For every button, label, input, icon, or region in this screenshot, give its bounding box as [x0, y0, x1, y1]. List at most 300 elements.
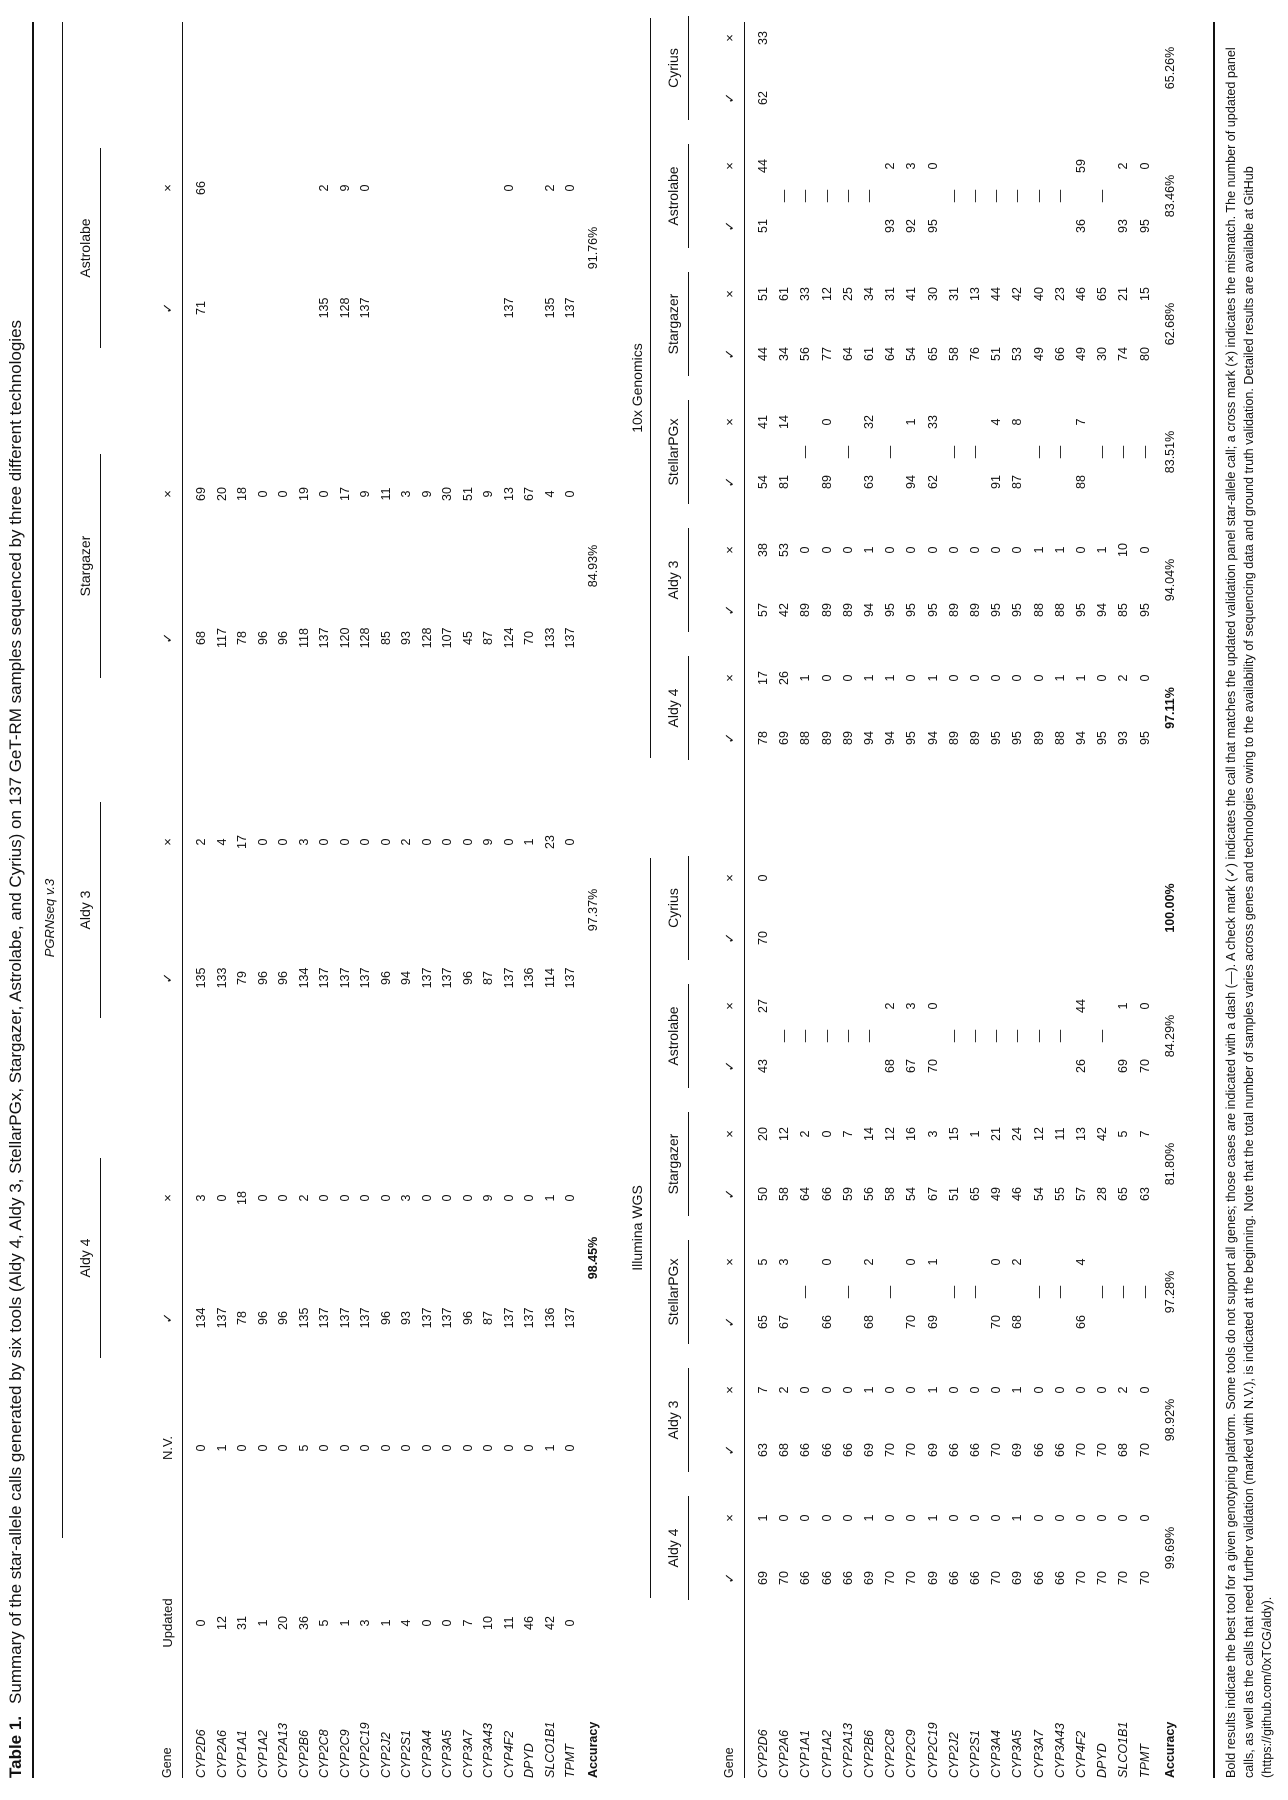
gene-name: CYP2A6 — [214, 1730, 229, 1778]
match-count: 96 — [378, 1311, 393, 1325]
match-count: 87 — [481, 1311, 495, 1325]
match-count: 96 — [276, 631, 290, 645]
unsupported-dash: — — [798, 1029, 813, 1043]
mismatch-count: 0 — [522, 1194, 536, 1202]
mismatch-count: 0 — [904, 1514, 919, 1522]
mismatch-count: 9 — [481, 1194, 495, 1202]
match-count: 43 — [756, 1059, 770, 1073]
match-count: 70 — [1116, 1571, 1131, 1585]
tool-rule — [688, 272, 689, 376]
match-count: 96 — [460, 1311, 475, 1325]
match-count: 85 — [1116, 603, 1131, 617]
match-count: 95 — [925, 603, 940, 617]
match-count: 69 — [1116, 1059, 1131, 1073]
match-count: 70 — [777, 1571, 792, 1585]
gene-name: CYP4F2 — [1074, 1730, 1088, 1778]
match-count: 137 — [317, 967, 331, 989]
check-header: ✓ — [722, 1060, 737, 1072]
match-count: 56 — [798, 347, 813, 361]
match-count: 91 — [989, 475, 1004, 489]
mismatch-count: 0 — [819, 674, 834, 682]
mismatch-count: 0 — [989, 1258, 1004, 1266]
cross-header: × — [722, 1386, 737, 1394]
mismatch-count: 1 — [862, 674, 876, 682]
unsupported-dash: — — [819, 1029, 834, 1043]
unsupported-dash: — — [946, 189, 961, 203]
updated-count: 4 — [399, 1619, 413, 1627]
match-count: 45 — [460, 631, 475, 645]
accuracy-value: 99.69% — [1162, 1526, 1177, 1570]
mismatch-count: 0 — [1074, 546, 1088, 554]
cross-header: × — [722, 34, 737, 42]
platform-label: Illumina WGS — [629, 1185, 645, 1271]
nv-count: 0 — [378, 1444, 393, 1452]
gene-name: CYP3A5 — [440, 1730, 454, 1778]
mismatch-count: 0 — [756, 874, 770, 882]
unsupported-dash: — — [946, 445, 961, 459]
unsupported-dash: — — [1095, 445, 1110, 459]
cross-header: × — [722, 874, 737, 882]
mismatch-count: 0 — [840, 546, 855, 554]
mismatch-count: 12 — [819, 287, 834, 301]
check-header: ✓ — [722, 92, 737, 104]
mismatch-count: 0 — [1137, 1386, 1152, 1394]
match-count: 51 — [989, 347, 1004, 361]
match-count: 137 — [563, 297, 577, 319]
mismatch-count: 3 — [777, 1258, 792, 1266]
mismatch-count: 0 — [1116, 1514, 1131, 1522]
mismatch-count: 0 — [501, 184, 516, 192]
match-count: 137 — [358, 1307, 372, 1329]
match-count: 93 — [399, 631, 413, 645]
check-header: ✓ — [722, 604, 737, 616]
unsupported-dash: — — [840, 1285, 855, 1299]
match-count: 137 — [522, 1307, 536, 1329]
match-count: 57 — [1074, 1187, 1088, 1201]
mismatch-count: 0 — [337, 838, 352, 846]
mismatch-count: 0 — [989, 1514, 1004, 1522]
cross-header: × — [722, 1002, 737, 1010]
mismatch-count: 0 — [883, 1514, 898, 1522]
mismatch-count: 2 — [1116, 1386, 1131, 1394]
updated-count: 1 — [378, 1619, 393, 1627]
match-count: 137 — [563, 627, 577, 649]
match-count: 70 — [522, 631, 536, 645]
match-count: 70 — [989, 1571, 1004, 1585]
gene-name: CYP2J2 — [946, 1732, 961, 1778]
match-count: 66 — [798, 1443, 813, 1457]
mismatch-count: 1 — [756, 1514, 770, 1522]
mismatch-count: 0 — [798, 1514, 813, 1522]
mismatch-count: 0 — [317, 1194, 331, 1202]
match-count: 49 — [1031, 347, 1046, 361]
unsupported-dash: — — [862, 189, 876, 203]
mismatch-count: 0 — [563, 838, 577, 846]
cross-header: × — [160, 838, 175, 846]
match-count: 88 — [1052, 731, 1067, 745]
mismatch-count: 0 — [1031, 1386, 1046, 1394]
gene-name: CYP2C9 — [904, 1729, 919, 1778]
match-count: 69 — [862, 1443, 876, 1457]
match-count: 137 — [214, 1307, 229, 1329]
match-count: 66 — [1052, 1571, 1067, 1585]
unsupported-dash: — — [1031, 445, 1046, 459]
mismatch-count: 66 — [194, 181, 208, 195]
updated-count: 5 — [317, 1619, 331, 1627]
mismatch-count: 0 — [904, 1386, 919, 1394]
gene-name: SLCO1B1 — [1116, 1721, 1131, 1778]
unsupported-dash: — — [777, 1029, 792, 1043]
mismatch-count: 0 — [563, 490, 577, 498]
match-count: 63 — [756, 1443, 770, 1457]
match-count: 134 — [296, 967, 311, 989]
tool-header: Aldy 4 — [77, 1238, 93, 1278]
match-count: 71 — [194, 301, 208, 315]
tool-rule — [100, 148, 101, 348]
unsupported-dash: — — [1095, 189, 1110, 203]
mismatch-count: 4 — [542, 490, 557, 498]
mismatch-count: 3 — [399, 490, 413, 498]
mismatch-count: 2 — [1010, 1258, 1025, 1266]
match-count: 70 — [1137, 1443, 1152, 1457]
mismatch-count: 3 — [296, 838, 311, 846]
mismatch-count: 0 — [1010, 674, 1025, 682]
accuracy-label: Accuracy — [1162, 1721, 1177, 1778]
tool-rule — [688, 16, 689, 120]
mismatch-count: 44 — [989, 287, 1004, 301]
cross-header: × — [160, 184, 175, 192]
gene-name: CYP2A6 — [777, 1730, 792, 1778]
mismatch-count: 9 — [337, 184, 352, 192]
match-count: 79 — [235, 971, 249, 985]
updated-count: 0 — [563, 1619, 577, 1627]
gene-name: CYP3A4 — [989, 1730, 1004, 1778]
mismatch-count: 0 — [563, 1194, 577, 1202]
check-header: ✓ — [722, 1572, 737, 1584]
cross-header: × — [722, 1514, 737, 1522]
match-count: 92 — [904, 219, 919, 233]
match-count: 62 — [925, 475, 940, 489]
mismatch-count: 0 — [317, 838, 331, 846]
match-count: 51 — [946, 1187, 961, 1201]
mismatch-count: 5 — [1116, 1130, 1131, 1138]
mismatch-count: 1 — [1031, 546, 1046, 554]
nv-count: 0 — [522, 1444, 536, 1452]
mismatch-count: 17 — [235, 835, 249, 849]
mismatch-count: 17 — [337, 487, 352, 501]
gene-name: CYP1A2 — [819, 1730, 834, 1778]
mismatch-count: 0 — [317, 490, 331, 498]
match-count: 65 — [756, 1315, 770, 1329]
mismatch-count: 0 — [378, 1194, 393, 1202]
gene-name: CYP2C8 — [317, 1729, 331, 1778]
mismatch-count: 1 — [925, 1514, 940, 1522]
match-count: 89 — [1031, 731, 1046, 745]
mismatch-count: 0 — [904, 674, 919, 682]
mismatch-count: 2 — [296, 1194, 311, 1202]
mismatch-count: 34 — [862, 287, 876, 301]
match-count: 64 — [798, 1187, 813, 1201]
match-count: 124 — [501, 627, 516, 649]
match-count: 118 — [296, 628, 311, 648]
match-count: 93 — [1116, 219, 1131, 233]
match-count: 95 — [1010, 603, 1025, 617]
unsupported-dash: — — [946, 1029, 961, 1043]
updated-count: 12 — [214, 1616, 229, 1630]
match-count: 74 — [1116, 347, 1131, 361]
mismatch-count: 44 — [756, 159, 770, 173]
top-rule — [32, 22, 34, 1778]
tool-rule — [100, 802, 101, 1018]
mismatch-count: 0 — [1074, 1386, 1088, 1394]
match-count: 93 — [399, 1311, 413, 1325]
mismatch-count: 3 — [399, 1194, 413, 1202]
mismatch-count: 53 — [777, 543, 792, 557]
mismatch-count: 9 — [481, 838, 495, 846]
mismatch-count: 42 — [1010, 287, 1025, 301]
nv-count: 1 — [542, 1444, 557, 1452]
mismatch-count: 1 — [862, 1514, 876, 1522]
wgs-10x-table — [628, 22, 1206, 1778]
match-count: 58 — [883, 1187, 898, 1201]
match-count: 96 — [276, 971, 290, 985]
check-header: ✓ — [722, 732, 737, 744]
match-count: 96 — [378, 971, 393, 985]
mismatch-count: 2 — [883, 162, 898, 170]
mismatch-count: 23 — [542, 835, 557, 849]
match-count: 49 — [1074, 347, 1088, 361]
gene-name: CYP2C9 — [337, 1729, 352, 1778]
mismatch-count: 0 — [989, 674, 1004, 682]
match-count: 135 — [194, 967, 208, 989]
mismatch-count: 0 — [419, 1194, 434, 1202]
unsupported-dash: — — [819, 189, 834, 203]
mismatch-count: 13 — [501, 487, 516, 501]
mismatch-count: 18 — [235, 487, 249, 501]
gene-name: CYP2J2 — [378, 1732, 393, 1778]
tool-rule — [688, 528, 689, 632]
match-count: 69 — [756, 1571, 770, 1585]
gene-name: TPMT — [563, 1743, 577, 1778]
mismatch-count: 1 — [1052, 674, 1067, 682]
accuracy-value: 84.93% — [585, 544, 600, 588]
match-count: 117 — [214, 628, 229, 648]
accuracy-value: 97.28% — [1162, 1270, 1177, 1314]
mismatch-count: 0 — [883, 1386, 898, 1394]
match-count: 53 — [1010, 347, 1025, 361]
mismatch-count: 0 — [946, 1514, 961, 1522]
match-count: 87 — [481, 971, 495, 985]
table-caption — [6, 38, 26, 1778]
mismatch-count: 0 — [1031, 674, 1046, 682]
mismatch-count: 1 — [925, 1386, 940, 1394]
check-header: ✓ — [722, 1444, 737, 1456]
mismatch-count: 1 — [925, 1258, 940, 1266]
gene-name: CYP2D6 — [194, 1729, 208, 1778]
mismatch-count: 0 — [819, 546, 834, 554]
nv-count: 0 — [501, 1444, 516, 1452]
mismatch-count: 2 — [862, 1258, 876, 1266]
mismatch-count: 3 — [194, 1194, 208, 1202]
match-count: 128 — [358, 627, 372, 649]
mismatch-count: 12 — [777, 1127, 792, 1141]
check-header: ✓ — [160, 1312, 175, 1324]
match-count: 95 — [1095, 731, 1110, 745]
match-count: 66 — [819, 1571, 834, 1585]
match-count: 137 — [337, 967, 352, 989]
mismatch-count: 7 — [840, 1130, 855, 1138]
tool-rule — [688, 1496, 689, 1600]
match-count: 70 — [904, 1315, 919, 1329]
mismatch-count: 0 — [925, 546, 940, 554]
match-count: 54 — [1031, 1187, 1046, 1201]
match-count: 94 — [1074, 731, 1088, 745]
match-count: 134 — [194, 1307, 208, 1329]
mismatch-count: 27 — [756, 999, 770, 1013]
gene-name: CYP2S1 — [968, 1730, 982, 1778]
updated-count: 31 — [235, 1616, 249, 1630]
match-count: 107 — [440, 627, 454, 649]
check-header: ✓ — [722, 1188, 737, 1200]
mismatch-count: 15 — [946, 1127, 961, 1141]
accuracy-value: 65.26% — [1162, 46, 1177, 90]
unsupported-dash: — — [1031, 1029, 1046, 1043]
unsupported-dash: — — [1010, 189, 1025, 203]
mismatch-count: 42 — [1095, 1127, 1110, 1141]
mismatch-count: 1 — [798, 674, 813, 682]
tool-header: Astrolabe — [665, 1006, 681, 1066]
unsupported-dash: — — [798, 445, 813, 459]
unsupported-dash: — — [968, 1029, 982, 1043]
mismatch-count: 26 — [777, 671, 792, 685]
mismatch-count: 0 — [276, 490, 290, 498]
tool-header: Stargazer — [77, 535, 93, 597]
pgrnseq-table — [40, 22, 622, 1778]
match-count: 59 — [840, 1187, 855, 1201]
nv-count: 0 — [399, 1444, 413, 1452]
match-count: 70 — [1137, 1571, 1152, 1585]
match-count: 50 — [756, 1187, 770, 1201]
match-count: 65 — [968, 1187, 982, 1201]
tool-header: Aldy 4 — [665, 1528, 681, 1568]
updated-count: 10 — [481, 1616, 495, 1630]
mismatch-count: 8 — [1010, 418, 1025, 426]
unsupported-dash: — — [1116, 445, 1131, 459]
tool-header: Stargazer — [665, 293, 681, 355]
mismatch-count: 0 — [255, 838, 270, 846]
mismatch-count: 0 — [1137, 674, 1152, 682]
mismatch-count: 1 — [1116, 1002, 1131, 1010]
tool-header: Aldy 3 — [665, 1400, 681, 1440]
match-count: 96 — [255, 971, 270, 985]
match-count: 133 — [214, 967, 229, 989]
mismatch-count: 17 — [756, 671, 770, 685]
match-count: 89 — [798, 603, 813, 617]
match-count: 69 — [925, 1571, 940, 1585]
match-count: 135 — [542, 297, 557, 319]
match-count: 70 — [989, 1315, 1004, 1329]
mismatch-count: 2 — [777, 1386, 792, 1394]
match-count: 69 — [1010, 1571, 1025, 1585]
platform-label: PGRNseq v.3 — [42, 878, 57, 958]
nv-count: 0 — [194, 1444, 208, 1452]
match-count: 137 — [501, 1307, 516, 1329]
mismatch-count: 0 — [501, 1194, 516, 1202]
match-count: 81 — [777, 475, 792, 489]
match-count: 66 — [840, 1443, 855, 1457]
mismatch-count: 0 — [1052, 1514, 1067, 1522]
match-count: 70 — [925, 1059, 940, 1073]
match-count: 136 — [542, 1307, 557, 1329]
match-count: 96 — [276, 1311, 290, 1325]
accuracy-value: 98.45% — [585, 1236, 600, 1280]
mismatch-count: 2 — [798, 1130, 813, 1138]
tool-header: StellarPGx — [665, 1258, 681, 1326]
nv-count: 0 — [419, 1444, 434, 1452]
mismatch-count: 0 — [968, 1514, 982, 1522]
match-count: 94 — [1095, 603, 1110, 617]
match-count: 69 — [777, 731, 792, 745]
mismatch-count: 0 — [1052, 1386, 1067, 1394]
mismatch-count: 2 — [317, 184, 331, 192]
match-count: 95 — [904, 603, 919, 617]
mismatch-count: 0 — [1031, 1514, 1046, 1522]
match-count: 69 — [925, 1315, 940, 1329]
nv-column-header: N.V. — [160, 1435, 175, 1461]
cross-header: × — [722, 1258, 737, 1266]
mismatch-count: 13 — [968, 287, 982, 301]
match-count: 95 — [989, 603, 1004, 617]
accuracy-value: 98.92% — [1162, 1398, 1177, 1442]
match-count: 66 — [1052, 1443, 1067, 1457]
mismatch-count: 1 — [1074, 674, 1088, 682]
match-count: 136 — [522, 967, 536, 989]
check-header: ✓ — [160, 632, 175, 644]
updated-column-header: Updated — [160, 1598, 175, 1648]
gene-name: CYP1A1 — [235, 1730, 249, 1778]
mismatch-count: 1 — [1052, 546, 1067, 554]
accuracy-value: 81.80% — [1162, 1142, 1177, 1186]
unsupported-dash: — — [840, 1029, 855, 1043]
mismatch-count: 10 — [1116, 543, 1131, 557]
match-count: 70 — [1074, 1571, 1088, 1585]
match-count: 64 — [883, 347, 898, 361]
match-count: 54 — [756, 475, 770, 489]
match-count: 137 — [419, 967, 434, 989]
mismatch-count: 31 — [883, 287, 898, 301]
mismatch-count: 0 — [968, 546, 982, 554]
match-count: 54 — [904, 1187, 919, 1201]
mismatch-count: 0 — [819, 1514, 834, 1522]
gene-name: SLCO1B1 — [542, 1721, 557, 1778]
updated-count: 1 — [255, 1619, 270, 1627]
match-count: 67 — [777, 1315, 792, 1329]
unsupported-dash: — — [1095, 1285, 1110, 1299]
unsupported-dash: — — [1116, 1285, 1131, 1299]
match-count: 68 — [1116, 1443, 1131, 1457]
match-count: 34 — [777, 347, 792, 361]
gene-name: CYP3A7 — [1031, 1730, 1046, 1778]
mismatch-count: 46 — [1074, 287, 1088, 301]
platform-rule — [650, 18, 651, 758]
mismatch-count: 0 — [968, 674, 982, 682]
match-count: 88 — [1031, 603, 1046, 617]
gene-name: CYP3A4 — [419, 1730, 434, 1778]
mismatch-count: 65 — [1095, 287, 1110, 301]
bottom-rule — [1213, 22, 1215, 1778]
match-count: 66 — [946, 1571, 961, 1585]
platform-label: 10x Genomics — [629, 343, 645, 433]
